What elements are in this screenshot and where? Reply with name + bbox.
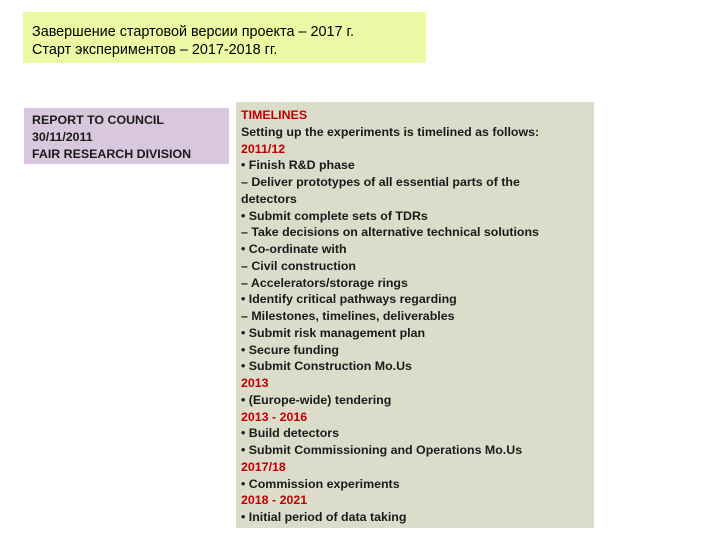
timeline-line: – Civil construction (241, 258, 356, 273)
timeline-line: TIMELINES (241, 108, 308, 122)
timeline-line: 2011/12 (241, 141, 286, 156)
timeline-line: 2013 (241, 376, 269, 390)
timeline-line: • Commission experiments (241, 476, 400, 491)
timeline-line: • Submit Commissioning and Operations Mo.Us (241, 443, 523, 457)
timeline-line: • Submit Construction Mo.Us (241, 359, 412, 374)
timeline-line: 2013 - 2016 (241, 409, 308, 424)
report-line-title: REPORT TO COUNCIL (32, 113, 164, 127)
timeline-line: • Initial period of data taking (241, 510, 407, 524)
timeline-line: 2017/18 (241, 459, 286, 474)
report-line-date: 30/11/2011 (32, 130, 93, 144)
timeline-line: • Build detectors (241, 426, 339, 441)
report-info-box (24, 108, 229, 164)
header-title-box (23, 12, 426, 63)
timelines-text-box (236, 102, 594, 528)
timeline-line: Setting up the experiments is timelined as follows: (241, 124, 540, 139)
timeline-line: • Submit risk management plan (241, 325, 426, 340)
report-line-division: FAIR RESEARCH DIVISION (32, 147, 192, 161)
timeline-line: – Deliver prototypes of all essential parts of the (241, 175, 520, 189)
timeline-line: • (Europe-wide) tendering (241, 392, 392, 407)
timeline-line: – Accelerators/storage rings (241, 275, 408, 290)
timeline-line: • Submit complete sets of TDRs (241, 208, 428, 223)
header-title-line-2: Старт экспериментов – 2017-2018 гг. (32, 42, 278, 58)
header-title-line-1: Завершение стартовой версии проекта – 2017 г. (32, 24, 354, 40)
timeline-line: • Co-ordinate with (241, 242, 347, 256)
timeline-line: • Finish R&D phase (241, 158, 355, 173)
timeline-line: • Secure funding (241, 342, 339, 357)
timeline-line: – Take decisions on alternative technical solutions (241, 225, 539, 240)
timeline-line: • Identify critical pathways regarding (241, 292, 457, 307)
timeline-line: 2018 - 2021 (241, 493, 308, 508)
timeline-line: – Milestones, timelines, deliverables (241, 309, 455, 323)
timeline-line: detectors (241, 191, 297, 206)
